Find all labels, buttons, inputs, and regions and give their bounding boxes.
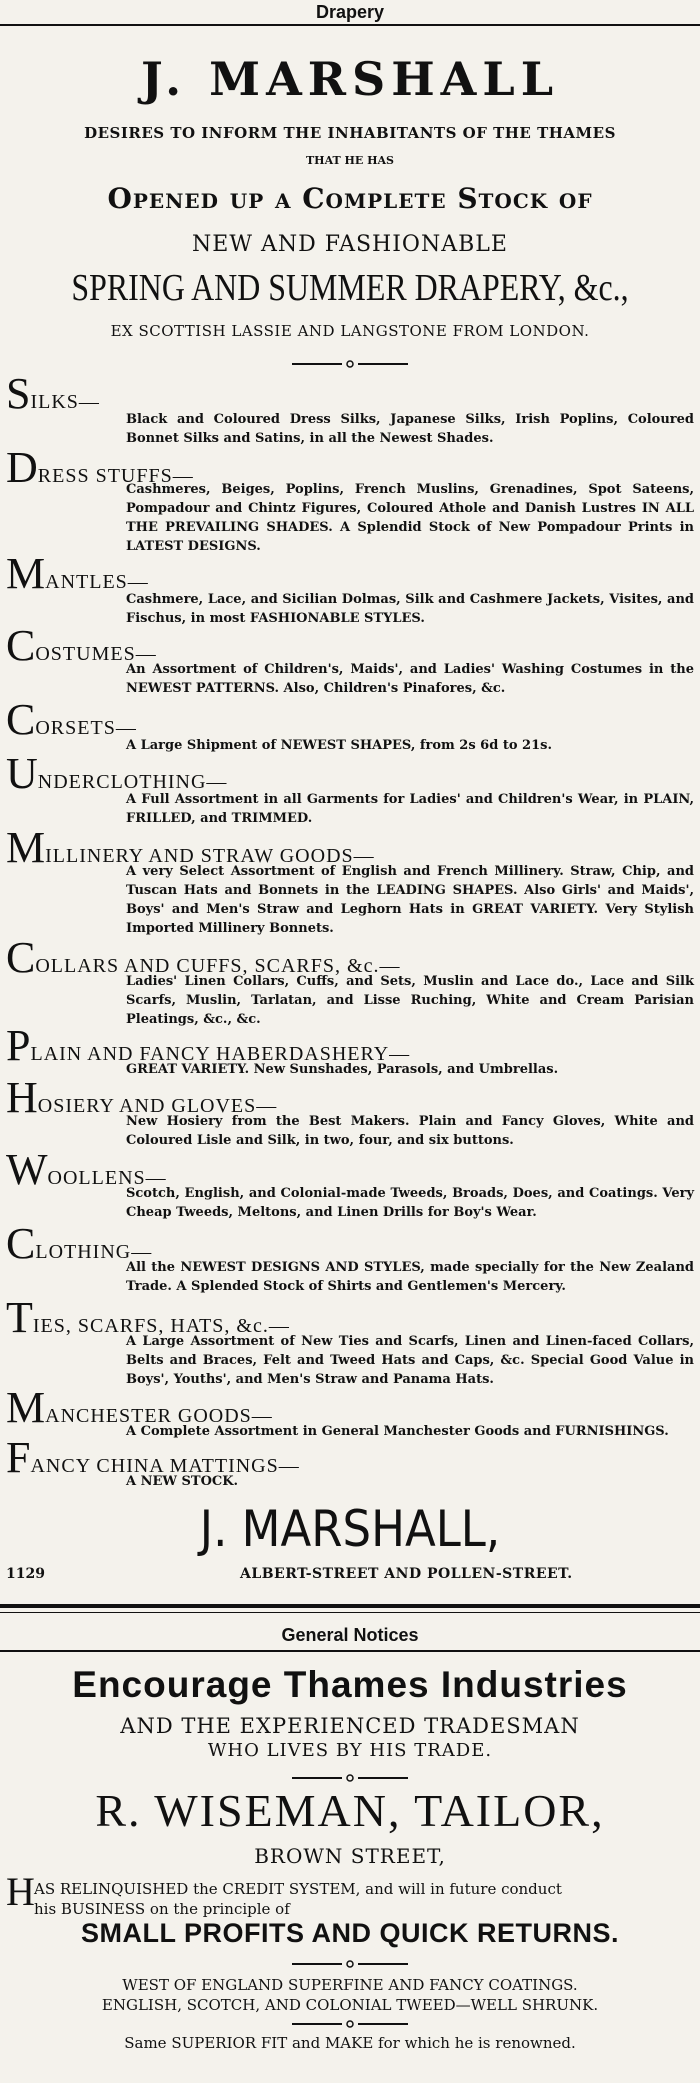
category-ties: TIES, SCARFS, HATS, &c.—	[6, 1293, 290, 1342]
category-costumes: COSTUMES—	[6, 621, 157, 670]
category-corsets: CORSETS—	[6, 695, 137, 744]
category-desc: Ladies' Linen Collars, Cuffs, and Sets, Muslin and Lace do., Lace and Silk Scarfs, Muslin, Tarlatan, and Lisse Ruching, White and Cream Parisian Pleatings, &c., &c.	[126, 974, 694, 1027]
category-hosiery: HOSIERY AND GLOVES—	[6, 1073, 278, 1122]
category-collars: COLLARS AND CUFFS, SCARFS, &c.—	[6, 933, 401, 982]
general-line-2: WHO LIVES BY HIS TRADE.	[207, 1740, 493, 1761]
divider-rule	[0, 24, 700, 26]
general-line-1: AND THE EXPERIENCED TRADESMAN	[120, 1714, 580, 1738]
divider-rule	[0, 1612, 700, 1613]
body-initial: H	[6, 1869, 35, 1914]
category-desc: Cashmere, Lace, and Sicilian Dolmas, Silk and Cashmere Jackets, Visites, and Fischus, in most FASHIONABLE STYLES.	[126, 592, 694, 626]
closing-line: Same SUPERIOR FIT and MAKE for which he is renowned.	[124, 2034, 576, 2052]
category-dress-stuffs: DRESS STUFFS—	[6, 443, 194, 492]
goods-line-1: WEST OF ENGLAND SUPERFINE AND FANCY COATINGS.	[122, 1976, 578, 1994]
general-headline: Encourage Thames Industries	[72, 1664, 628, 1705]
ornament-separator	[290, 1958, 410, 1970]
category-desc: Scotch, English, and Colonial-made Tweeds, Broads, Does, and Coatings. Very Cheap Tweeds, Meltons, and Linen Drills for Boy's Wear.	[126, 1186, 694, 1220]
category-desc: A very Select Assortment of English and French Millinery. Straw, Chip, and Tuscan Hats and Bonnets in the LEADING SHAPES. Also Girls' and Maids', Boys' and Men's Straw and Leghorn Hats in GREAT VARIETY. Very Stylish Imported Millinery Bonnets.	[126, 864, 694, 936]
main-line: SPRING AND SUMMER DRAPERY, &c.,	[71, 267, 629, 309]
ad-number: 1129	[6, 1566, 45, 1582]
category-haberdashery: PLAIN AND FANCY HABERDASHERY—	[6, 1021, 411, 1070]
merchant-name: J. MARSHALL	[140, 52, 560, 106]
category-desc: New Hosiery from the Best Makers. Plain and Fancy Gloves, White and Coloured Lisle and Silk, in two, four, and six buttons.	[126, 1114, 694, 1148]
intro-line-1: DESIRES TO INFORM THE INHABITANTS OF THE THAMES	[84, 124, 616, 142]
category-mantles: MANTLES—	[6, 549, 149, 598]
category-desc: GREAT VARIETY. New Sunshades, Parasols, and Umbrellas.	[126, 1062, 559, 1077]
ornament-separator	[290, 2018, 410, 2030]
category-clothing: CLOTHING—	[6, 1219, 153, 1268]
divider-rule	[0, 1604, 700, 1608]
category-underclothing: UNDERCLOTHING—	[6, 749, 228, 798]
section-title-drapery: Drapery	[315, 2, 385, 22]
signature: J. MARSHALL,	[199, 1500, 501, 1558]
category-desc: A Large Shipment of NEWEST SHAPES, from 2s 6d to 21s.	[126, 738, 552, 753]
tailor-street: BROWN STREET,	[254, 1844, 446, 1868]
category-desc: All the NEWEST DESIGNS AND STYLES, made specially for the New Zealand Trade. A Splended Stock of Shirts and Gentlemen's Mercery.	[126, 1260, 694, 1294]
slogan: SMALL PROFITS AND QUICK RETURNS.	[80, 1918, 619, 1948]
origin-line: EX SCOTTISH LASSIE AND LANGSTONE FROM LONDON.	[110, 322, 590, 340]
category-desc: A Complete Assortment in General Manchester Goods and FURNISHINGS.	[126, 1424, 669, 1439]
body-line-1: AS RELINQUISHED the CREDIT SYSTEM, and will in future conduct	[34, 1880, 562, 1898]
intro-line-2: THAT HE HAS	[305, 154, 394, 167]
ornament-separator	[290, 358, 410, 370]
ornament-separator	[290, 1772, 410, 1784]
category-desc: A Large Assortment of New Ties and Scarfs, Linen and Linen-faced Collars, Belts and Braces, Felt and Tweed Hats and Caps, &c. Special Good Value in Boys', Youths', and Men's Straw and Panama Hats.	[126, 1334, 694, 1387]
category-china-mattings: FANCY CHINA MATTINGS—	[6, 1433, 300, 1482]
body-line-2: his BUSINESS on the principle of	[34, 1900, 290, 1918]
goods-line-2: ENGLISH, SCOTCH, AND COLONIAL TWEED—WELL SHRUNK.	[101, 1996, 599, 2014]
category-desc: A Full Assortment in all Garments for Ladies' and Children's Wear, in PLAIN, FRILLED, and TRIMMED.	[126, 792, 694, 826]
subhead: NEW AND FASHIONABLE	[192, 232, 508, 257]
category-millinery: MILLINERY AND STRAW GOODS—	[6, 823, 375, 872]
category-desc: Cashmeres, Beiges, Poplins, French Muslins, Grenadines, Spot Sateens, Pompadour and Chintz Figures, Coloured Athole and Danish Lustres IN ALL THE PREVAILING SHADES. A Splendid Stock of New Pompadour Prints in LATEST DESIGNS.	[126, 482, 694, 554]
category-manchester: MANCHESTER GOODS—	[6, 1383, 273, 1432]
section-title-general-notices: General Notices	[281, 1625, 419, 1645]
address: ALBERT-STREET AND POLLEN-STREET.	[240, 1566, 573, 1582]
category-silks: SILKS—	[6, 369, 100, 418]
category-desc: Black and Coloured Dress Silks, Japanese Silks, Irish Poplins, Coloured Bonnet Silks and Satins, in all the Newest Shades.	[126, 412, 694, 446]
divider-rule	[0, 1650, 700, 1652]
tailor-name: R. WISEMAN, TAILOR,	[95, 1785, 605, 1836]
category-woollens: WOOLLENS—	[6, 1145, 167, 1194]
headline: Opened up a Complete Stock of	[107, 182, 593, 215]
category-desc: An Assortment of Children's, Maids', and Ladies' Washing Costumes in the NEWEST PATTERNS. Also, Children's Pinafores, &c.	[126, 662, 694, 696]
category-desc: A NEW STOCK.	[126, 1474, 239, 1489]
